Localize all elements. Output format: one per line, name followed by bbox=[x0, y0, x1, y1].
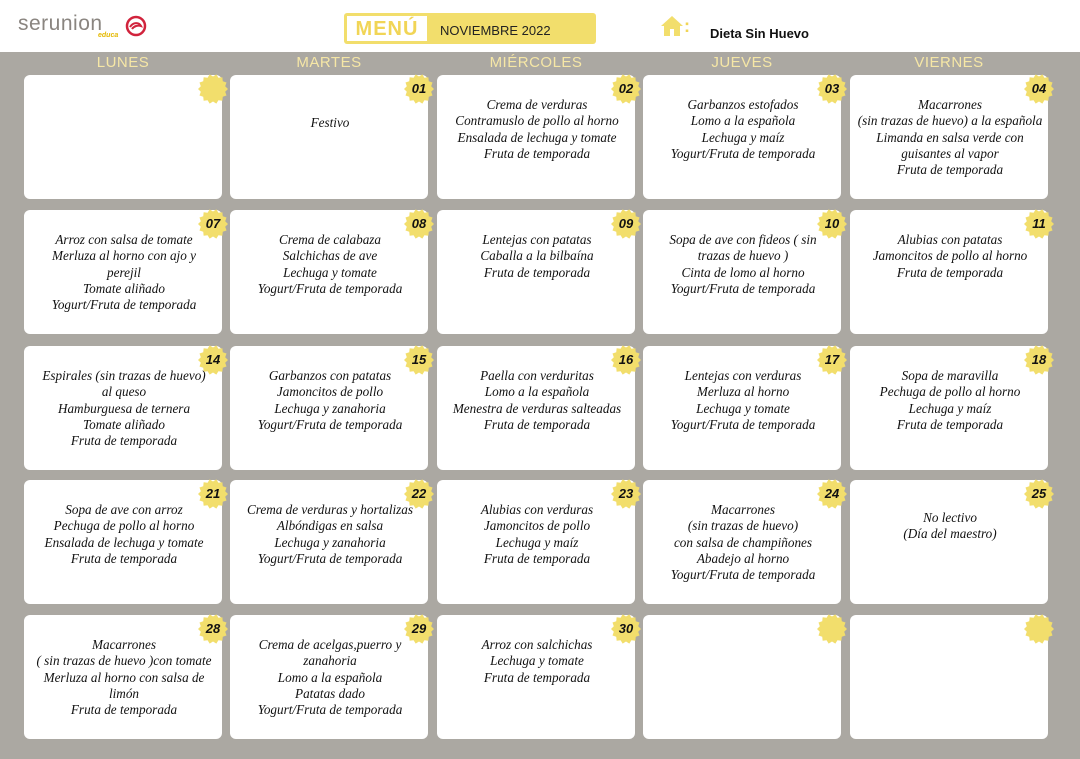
day-number: 02 bbox=[618, 81, 634, 96]
day-number: 18 bbox=[1031, 352, 1047, 367]
calendar-day-cell bbox=[850, 210, 1048, 334]
meal-item: zanahoria bbox=[303, 653, 357, 669]
meal-item: Lentejas con verduras bbox=[684, 368, 802, 383]
calendar-day-cell bbox=[230, 346, 428, 470]
home-colon: : bbox=[684, 16, 690, 36]
day-number: 09 bbox=[618, 216, 634, 231]
meal-list bbox=[30, 637, 218, 718]
meal-item: Arroz con salsa de tomate bbox=[55, 232, 193, 247]
calendar-day-cell bbox=[230, 615, 428, 739]
day-number: 30 bbox=[618, 621, 634, 636]
meal-item: Jamoncitos de pollo bbox=[483, 518, 591, 534]
calendar-day-cell bbox=[437, 480, 635, 604]
calendar-day-cell bbox=[643, 615, 841, 739]
meal-item: Ensalada de lechuga y tomate bbox=[44, 534, 204, 550]
meal-item: Fruta de temporada bbox=[70, 550, 178, 566]
calendar-day-cell bbox=[643, 480, 841, 604]
meal-item: Lechuga y maíz bbox=[495, 534, 579, 550]
meal-item: Yogurt/Fruta de temporada bbox=[670, 145, 816, 161]
day-badge-icon bbox=[1024, 479, 1054, 509]
day-number: 29 bbox=[411, 621, 427, 636]
calendar-day-cell bbox=[850, 480, 1048, 604]
meal-item: Tomate aliñado bbox=[83, 280, 165, 296]
meal-item: Garbanzos estofados bbox=[687, 97, 799, 112]
meal-item: Yogurt/Fruta de temporada bbox=[670, 280, 816, 296]
calendar-day-cell bbox=[850, 75, 1048, 199]
meal-list bbox=[649, 97, 837, 162]
meal-list bbox=[30, 368, 218, 449]
meal-item: con salsa de champiñones bbox=[673, 534, 813, 550]
meal-item: Alubias con verduras bbox=[480, 502, 594, 517]
day-number: 01 bbox=[411, 81, 427, 96]
weekday-header: MARTES bbox=[296, 54, 362, 71]
meal-item: (Día del maestro) bbox=[903, 526, 997, 542]
meal-item: Lomo a la española bbox=[484, 384, 590, 400]
day-number: 24 bbox=[824, 486, 840, 501]
meal-item: Fruta de temporada bbox=[70, 702, 178, 718]
meal-item: Tomate aliñado bbox=[83, 416, 165, 432]
meal-item: Caballa a la bilbaína bbox=[480, 248, 594, 264]
meal-item: Patatas dado bbox=[295, 685, 365, 701]
day-number: 22 bbox=[411, 486, 427, 501]
weekday-header: VIERNES bbox=[914, 54, 984, 71]
home-icon bbox=[660, 15, 684, 37]
calendar-day-cell bbox=[230, 75, 428, 199]
meal-item: Arroz con salchichas bbox=[481, 637, 593, 652]
meal-item: Crema de calabaza bbox=[278, 232, 382, 247]
meal-item: Lomo a la española bbox=[690, 113, 796, 129]
meal-item: Macarrones bbox=[918, 97, 982, 112]
meal-list bbox=[443, 232, 631, 281]
day-number: 16 bbox=[618, 352, 634, 367]
meal-item: Lechuga y maíz bbox=[908, 400, 992, 416]
meal-item: Lechuga y zanahoria bbox=[274, 534, 386, 550]
meal-item: Lechuga y zanahoria bbox=[274, 400, 386, 416]
meal-item: Fruta de temporada bbox=[896, 162, 1004, 178]
meal-item: Fruta de temporada bbox=[896, 264, 1004, 280]
meal-item: Lomo a la española bbox=[277, 669, 383, 685]
meal-item: Merluza al horno con salsa de bbox=[43, 669, 205, 685]
meal-item: Yogurt/Fruta de temporada bbox=[257, 702, 403, 718]
meal-list bbox=[30, 232, 218, 313]
meal-item: Menestra de verduras salteadas bbox=[452, 400, 622, 416]
meal-item: guisantes al vapor bbox=[901, 145, 999, 161]
calendar-day-cell bbox=[437, 615, 635, 739]
day-number: 14 bbox=[205, 352, 221, 367]
meal-item: Yogurt/Fruta de temporada bbox=[670, 416, 816, 432]
calendar-day-cell bbox=[850, 615, 1048, 739]
calendar-day-cell bbox=[24, 210, 222, 334]
meal-list bbox=[236, 637, 424, 718]
meal-item: Fruta de temporada bbox=[483, 669, 591, 685]
day-number: 04 bbox=[1031, 81, 1047, 96]
calendar-day-cell bbox=[643, 346, 841, 470]
day-number: 25 bbox=[1031, 486, 1047, 501]
meal-list bbox=[236, 232, 424, 297]
meal-item: (sin trazas de huevo) a la española bbox=[857, 113, 1043, 129]
meal-item: Ensalada de lechuga y tomate bbox=[457, 129, 617, 145]
meal-item: Sopa de maravilla bbox=[901, 368, 999, 383]
meal-item: limón bbox=[108, 685, 140, 701]
calendar-day-cell bbox=[230, 210, 428, 334]
meal-list bbox=[856, 232, 1044, 281]
day-number bbox=[1024, 614, 1054, 644]
day-number: 10 bbox=[824, 216, 840, 231]
meal-item: Crema de verduras bbox=[486, 97, 588, 112]
day-number: 28 bbox=[205, 621, 221, 636]
meal-item: Macarrones bbox=[711, 502, 775, 517]
meal-item: perejil bbox=[107, 264, 141, 280]
meal-item: Lechuga y tomate bbox=[696, 400, 790, 416]
calendar-day-cell bbox=[850, 346, 1048, 470]
meal-item: Macarrones bbox=[92, 637, 156, 652]
weekday-header: LUNES bbox=[96, 54, 150, 71]
meal-item: Crema de acelgas,puerro y bbox=[258, 637, 402, 652]
calendar-day-cell bbox=[230, 480, 428, 604]
meal-list bbox=[443, 502, 631, 567]
meal-item: Sopa de ave con arroz bbox=[65, 502, 183, 517]
meal-item: Espirales (sin trazas de huevo) bbox=[42, 368, 206, 383]
meal-list bbox=[236, 115, 424, 131]
calendar-day-cell bbox=[24, 615, 222, 739]
logo-swirl-icon bbox=[124, 14, 148, 38]
day-number: 21 bbox=[205, 486, 221, 501]
logo-subtitle: educa bbox=[98, 32, 119, 39]
day-number: 08 bbox=[411, 216, 427, 231]
brand-logo bbox=[18, 12, 103, 36]
day-number: 11 bbox=[1032, 216, 1046, 231]
meal-item: Hamburguesa de ternera bbox=[57, 400, 191, 416]
meal-item: Pechuga de pollo al horno bbox=[53, 518, 195, 534]
meal-item: (sin trazas de huevo) bbox=[687, 518, 799, 534]
day-number: 03 bbox=[824, 81, 840, 96]
day-number: 07 bbox=[205, 216, 221, 231]
meal-item: Lechuga y tomate bbox=[283, 264, 377, 280]
weekday-header: JUEVES bbox=[711, 54, 773, 71]
meal-list bbox=[649, 232, 837, 297]
meal-item: Garbanzos con patatas bbox=[268, 368, 392, 383]
meal-list bbox=[856, 97, 1044, 178]
meal-item: Jamoncitos de pollo bbox=[276, 384, 384, 400]
weekday-header: MIÉRCOLES bbox=[489, 54, 583, 71]
day-number bbox=[817, 614, 847, 644]
day-badge-icon bbox=[1024, 614, 1054, 644]
meal-item: Lentejas con patatas bbox=[482, 232, 592, 247]
meal-item: Fruta de temporada bbox=[483, 550, 591, 566]
day-number bbox=[198, 74, 228, 104]
menu-month: NOVIEMBRE 2022 bbox=[440, 23, 551, 38]
meal-list bbox=[856, 510, 1044, 543]
meal-item: Salchichas de ave bbox=[282, 248, 378, 264]
calendar-day-cell bbox=[24, 480, 222, 604]
logo-text: serunion bbox=[18, 12, 103, 35]
meal-item: Lechuga y tomate bbox=[490, 653, 584, 669]
meal-item: Jamoncitos de pollo al horno bbox=[872, 248, 1028, 264]
meal-item: al queso bbox=[101, 384, 147, 400]
meal-item: Merluza al horno con ajo y bbox=[52, 248, 196, 264]
day-badge-icon bbox=[198, 74, 228, 104]
meal-list bbox=[856, 368, 1044, 433]
meal-item: Lechuga y maíz bbox=[701, 129, 785, 145]
calendar-day-cell bbox=[437, 210, 635, 334]
calendar-day-cell bbox=[437, 75, 635, 199]
meal-list bbox=[30, 502, 218, 567]
menu-label: MENÚ bbox=[347, 16, 427, 41]
day-number: 17 bbox=[824, 352, 840, 367]
diet-title: Dieta Sin Huevo bbox=[710, 26, 809, 41]
meal-item: ( sin trazas de huevo )con tomate bbox=[36, 653, 212, 669]
meal-item: Albóndigas en salsa bbox=[276, 518, 384, 534]
meal-item: Yogurt/Fruta de temporada bbox=[257, 280, 403, 296]
meal-item: Pechuga de pollo al horno bbox=[879, 384, 1021, 400]
meal-list bbox=[443, 637, 631, 686]
meal-item: Yogurt/Fruta de temporada bbox=[257, 416, 403, 432]
calendar-day-cell bbox=[24, 346, 222, 470]
calendar-day-cell bbox=[643, 75, 841, 199]
meal-item: Alubias con patatas bbox=[897, 232, 1003, 247]
meal-item: Yogurt/Fruta de temporada bbox=[257, 550, 403, 566]
meal-item: Fruta de temporada bbox=[483, 264, 591, 280]
meal-item: Yogurt/Fruta de temporada bbox=[51, 297, 197, 313]
meal-item: Fruta de temporada bbox=[70, 433, 178, 449]
meal-item: Sopa de ave con fideos ( sin bbox=[669, 232, 817, 247]
meal-item: Cinta de lomo al horno bbox=[681, 264, 805, 280]
day-badge-icon bbox=[817, 614, 847, 644]
meal-item: Crema de verduras y hortalizas bbox=[246, 502, 414, 517]
meal-list bbox=[236, 502, 424, 567]
meal-list bbox=[649, 368, 837, 433]
meal-item: Abadejo al horno bbox=[696, 550, 790, 566]
meal-item: No lectivo bbox=[923, 510, 977, 525]
meal-list bbox=[236, 368, 424, 433]
meal-item: Fruta de temporada bbox=[483, 145, 591, 161]
meal-item: Festivo bbox=[310, 115, 350, 130]
day-number: 15 bbox=[411, 352, 427, 367]
meal-item: trazas de huevo ) bbox=[697, 248, 789, 264]
day-badge-icon bbox=[404, 74, 434, 104]
meal-item: Fruta de temporada bbox=[483, 416, 591, 432]
calendar-day-cell bbox=[24, 75, 222, 199]
meal-list bbox=[443, 97, 631, 162]
day-number: 23 bbox=[618, 486, 634, 501]
meal-list bbox=[443, 368, 631, 433]
meal-item: Contramuslo de pollo al horno bbox=[455, 113, 619, 129]
meal-list bbox=[649, 502, 837, 583]
calendar-day-cell bbox=[437, 346, 635, 470]
meal-item: Limanda en salsa verde con bbox=[876, 129, 1024, 145]
meal-item: Fruta de temporada bbox=[896, 416, 1004, 432]
meal-item: Yogurt/Fruta de temporada bbox=[670, 567, 816, 583]
meal-item: Paella con verduritas bbox=[480, 368, 594, 383]
calendar-day-cell bbox=[643, 210, 841, 334]
meal-item: Merluza al horno bbox=[696, 384, 790, 400]
